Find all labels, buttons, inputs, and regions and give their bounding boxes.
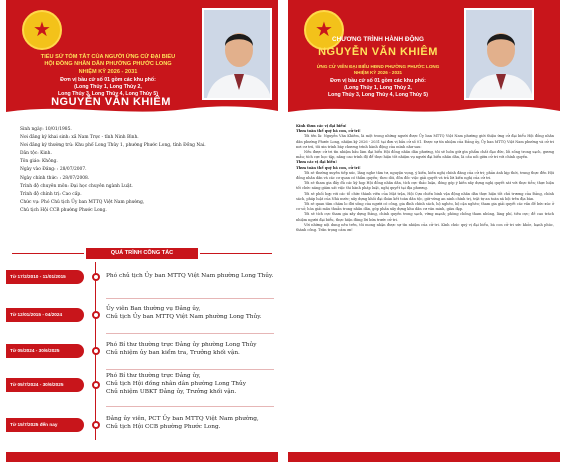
timeline-text: Phó chủ tịch Ủy ban MTTQ Việt Nam phường Long Thủy.	[106, 273, 274, 279]
timeline-text: Phó Bí thư thường trực Đảng ủy, Chủ tịch Hội đồng nhân dân phường Long Thủy Chủ nhiệm UBKT Đảng ủy, Trưởng khối vận.	[106, 373, 246, 395]
bio-info-item: Trình độ chính trị: Cao cấp.	[20, 191, 82, 197]
action-program-panel	[288, 0, 560, 462]
paragraph: Tôi sẽ quan tâm chăm lo đời sống của người có công, gia đình chính sách, hộ nghèo, hộ cận nghèo; tham gia giải quyết các vấn đề bức xúc ở cơ sở, hòa giải mâu thuẫn trong nhân dân, góp phần xây dựng khu dân cư văn minh, giàu đẹp.	[296, 202, 554, 212]
header-band	[288, 0, 560, 118]
timeline-entry	[6, 370, 278, 410]
candidate-photo	[464, 8, 534, 100]
timeline-text: Phó Bí thư thường trực Đảng ủy phường Long Thủy Chủ nhiệm ủy ban kiểm tra, Trưởng khối vận.	[106, 342, 257, 356]
timeline-entry	[6, 410, 278, 450]
bio-info-list	[20, 126, 270, 215]
timeline-dot	[92, 273, 100, 281]
greeting: Kính thưa các vị đại biểu!	[296, 124, 347, 128]
timeline-date: Từ 17/2/2010 - 11/01/2015	[6, 270, 84, 284]
timeline-date: Từ 05/2024 - 30/6/2025	[6, 344, 84, 358]
section-title: QUÁ TRÌNH CÔNG TÁC	[86, 248, 198, 259]
header-wave	[288, 103, 560, 119]
timeline-date: Từ 15/7/2025 đến nay	[6, 418, 84, 432]
candidate-name: NGUYỄN VĂN KHIÊM	[318, 46, 438, 58]
paragraph: Tôi tên là: Nguyễn Văn Khiêm, là một trong những người được Ủy ban MTTQ Việt Nam phường giới thiệu ứng cử đại biểu Hội đồng nhân dân phường Phước Long, nhiệm kỳ 2026 - 2031 tại đơn vị bầu cử số 01. Được sự tín nhiệm của Đảng ủy, Ủy ban MTTQ Việt Nam phường và cử tri nơi cư trú, tôi xin trình bày chương trình hành động của mình như sau:	[296, 134, 554, 149]
program-title: CHƯƠNG TRÌNH HÀNH ĐỘNG	[331, 36, 425, 43]
bio-info-item: Nơi đăng ký khai sinh: xã Nam Trực - tỉnh Ninh Bình.	[20, 135, 139, 141]
timeline-entry	[6, 300, 278, 340]
timeline-text: Ủy viên Ban thường vụ Đảng ủy, Chủ tịch Ủy ban MTTQ Việt Nam phường Long Thủy.	[106, 306, 262, 320]
bio-info-item: Trình độ chuyên môn: Đại học chuyên ngành Luật.	[20, 183, 133, 189]
timeline-dot	[92, 347, 100, 355]
candidate-name: NGUYỄN VĂN KHIÊM	[51, 96, 171, 108]
greeting: Thưa các vị đại biểu!	[296, 160, 337, 165]
national-emblem-icon: ★	[304, 10, 344, 50]
footer-band	[6, 452, 278, 462]
national-emblem-icon: ★	[22, 10, 62, 50]
paragraph: Với những nội dung nêu trên, tôi mong nhận được sự tín nhiệm của cử tri. Kính chúc quý vị đại biểu, bà con cử tri sức khỏe, hạnh phúc, thành công. Trân trọng cảm ơn!	[296, 222, 554, 233]
timeline-dot	[92, 311, 100, 319]
timeline-dot	[92, 381, 100, 389]
electoral-unit: Đơn vị bầu cử số 01 gồm các khu phố: (Long Thủy 1, Long Thủy 2, Long Thủy 3, Long Thủy 4, Long Thủy 5)	[328, 78, 428, 98]
bio-info-item: Chủ tịch Hội CCB phường Phước Long.	[20, 207, 107, 213]
footer-band	[288, 452, 560, 462]
paragraph: Tôi sẽ thường xuyên tiếp xúc, lắng nghe tâm tư, nguyện vọng, ý kiến, kiến nghị chính đáng của cử tri; phản ánh kịp thời, trung thực đến Hội đồng nhân dân và các cơ quan có thẩm quyền; theo dõi, đôn đốc việc giải quyết và trả lời kiến nghị của cử tri.	[296, 170, 554, 181]
bio-info-item: Sinh ngày: 10/01/1985.	[20, 127, 72, 132]
biography-panel	[6, 0, 278, 462]
timeline-entry	[6, 262, 278, 302]
paragraph: Tôi sẽ phối hợp với các tổ chức thành viên của Mặt trận, Hội Cựu chiến binh vận động nhân dân thực hiện tốt chủ trương của Đảng, chính sách, pháp luật của Nhà nước; xây dựng khối đại đoàn kết toàn dân tộc, giữ vững an ninh chính trị, trật tự an toàn xã hội trên địa bàn.	[296, 191, 554, 201]
bio-info-item: Tôn giáo: Không.	[20, 159, 58, 165]
bio-header: TIỂU SỬ TÓM TẮT CỦA NGƯỜI ỨNG CỬ ĐẠI BIỂU HỘI ĐỒNG NHÂN DÂN PHƯỜNG PHƯỚC LONG NHIỆM KỲ 2026 - 2031	[40, 54, 176, 75]
greeting: Thưa toàn thể quý bà con, cử tri!	[296, 165, 361, 170]
bio-info-item: Ngày chính thức: : 28/07/2008.	[20, 175, 90, 181]
electoral-unit: Đơn vị bầu cử số 01 gồm các khu phố: (Long Thủy 1, Long Thủy 2, Long Thủy 3, Long Thủy 4, Long Thủy 5)	[58, 77, 158, 97]
timeline-date: Từ 05/7/2024 - 30/6/2025	[6, 378, 84, 392]
bio-info-item: Nơi đăng ký thường trú: Khu phố Long Thủy 1, phường Phước Long, tỉnh Đồng Nai.	[20, 143, 206, 149]
timeline-separator	[106, 333, 274, 334]
section-rule-left	[12, 253, 84, 254]
timeline-separator	[106, 298, 274, 299]
paragraph: Nếu được cử tri tín nhiệm bầu làm đại biểu Hội đồng nhân dân phường, tôi sẽ luôn giữ gìn phẩm chất đạo đức, lối sống trong sạch, gương mẫu; tích cực học tập, nâng cao trình độ để thực hiện tốt nhiệm vụ người đại biểu nhân dân, là cầu nối giữa cử tri với chính quyền.	[296, 150, 554, 160]
candidate-photo	[202, 8, 272, 100]
timeline-separator	[106, 406, 274, 407]
program-body	[296, 124, 554, 233]
section-rule-right	[200, 253, 272, 254]
bio-info-item: Dân tộc: Kinh.	[20, 151, 52, 157]
paragraph: Tôi sẽ tham gia đầy đủ các kỳ họp Hội đồng nhân dân, tích cực thảo luận, đóng góp ý kiến xây dựng nghị quyết sát với thực tiễn; thực hiện tốt chức năng giám sát việc thi hành pháp luật, nghị quyết tại địa phương.	[296, 181, 554, 191]
bio-info-item: Ngày vào Đảng: : 28/07/2007.	[20, 167, 87, 173]
bio-info-item: Chức vụ: Phó Chủ tịch Ủy ban MTTQ Việt Nam phường,	[20, 199, 145, 205]
timeline-text: Đảng ủy viên, PCT Ủy ban MTTQ Việt Nam phường, Chủ tịch Hội CCB phường Phước Long.	[106, 416, 259, 430]
program-subtitle: ỨNG CỬ VIÊN ĐẠI BIỂU HĐND PHƯỜNG PHƯỚC LONG NHIỆM KỲ 2026 - 2031	[316, 64, 440, 75]
timeline-dot	[92, 421, 100, 429]
paragraph: Tôi sẽ tích cực tham gia xây dựng Đảng, chính quyền trong sạch, vững mạnh; phòng chống tham nhũng, lãng phí, tiêu cực; đề cao trách nhiệm người đại biểu, thực hiện đúng lời hứa trước cử tri.	[296, 212, 554, 222]
timeline-date: Từ 12/01/2015 - 04/2024	[6, 308, 84, 322]
greeting: Thưa toàn thể quý bà con, cử tri!	[296, 129, 361, 134]
